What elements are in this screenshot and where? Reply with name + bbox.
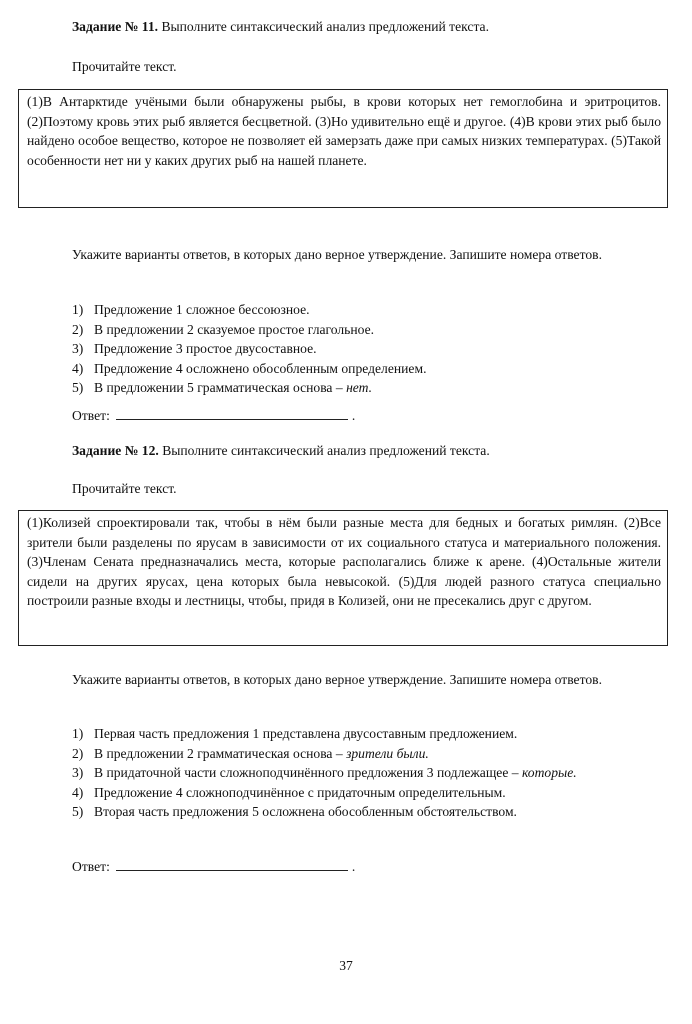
task-11-title-instruction: Выполните синтаксический анализ предложений текста.	[158, 19, 489, 34]
task-11-title-number: Задание № 11.	[72, 19, 159, 34]
page-number: 37	[339, 958, 353, 973]
task-11-answer	[72, 405, 355, 426]
task-11-title	[72, 17, 489, 37]
task-11-text-box	[18, 89, 668, 208]
task-11-read-label: Прочитайте текст.	[72, 59, 177, 74]
task-11-option: 2) В предложении 2 сказуемое простое глагольное.	[72, 321, 375, 337]
task-12-option: 2) В предложении 2 грамматическая основа – зрители были.	[72, 745, 429, 761]
task-11-answer-end: .	[351, 408, 356, 423]
task-12-answer-line[interactable]	[116, 856, 348, 871]
task-11-option: 1) Предложение 1 сложное бессоюзное.	[72, 302, 310, 317]
task-12-option: 4) Предложение 4 сложноподчинённое с придаточным определительным.	[72, 784, 506, 800]
task-12-text: (1)Колизей спроектировали так, чтобы в нём были разные места для бедных и богатых римлян. (2)Все зрители были разделены по ярусам в зависимости от их социального статуса и материального положения. (3)Членам Сената предназначались места, которые располагались ближе к арене. (4)Остальные жители сидели на других ярусах, цена которых была невысокой. (5)Для людей разного статуса специально построили разные входы и лестницы, чтобы, придя в Колизей, они не пресекались друг с другом.	[27, 515, 661, 608]
task-12-answer	[72, 856, 355, 877]
task-11-answer-label: Ответ:	[72, 408, 110, 423]
task-12-options	[72, 724, 577, 822]
task-12-title-instruction: Выполните синтаксический анализ предложений текста.	[158, 443, 490, 458]
task-12-text-box	[18, 510, 668, 646]
task-11-prompt: Укажите варианты ответов, в которых дано верное утверждение. Запишите номера ответов.	[72, 247, 602, 262]
task-12-option: 5) Вторая часть предложения 5 осложнена обособленным обстоятельством.	[72, 804, 517, 819]
task-12-answer-end: .	[351, 859, 356, 874]
task-12-option: 3) В придаточной части сложноподчинённого предложения 3 подлежащее – которые.	[72, 765, 577, 780]
task-12-option: 1) Первая часть предложения 1 представлена двусоставным предложением.	[72, 726, 518, 741]
task-11-options	[72, 300, 426, 398]
task-12-title-number: Задание № 12.	[72, 443, 159, 458]
task-11-text: (1)В Антарктиде учёными были обнаружены рыбы, в крови которых нет гемоглобина и эритроцитов. (2)Поэтому кровь этих рыб является бесцветной. (3)Но удивительно ещё и другое. (4)В крови этих рыб было найдено особое вещество, которое не позволяет ей замерзать даже при самых низких температурах. (5)Такой особенности нет ни у каких других рыб на нашей планете.	[27, 94, 661, 168]
task-12-title	[72, 441, 490, 461]
task-11-option: 3) Предложение 3 простое двусоставное.	[72, 341, 317, 356]
task-11-option: 5) В предложении 5 грамматическая основа – нет.	[72, 380, 373, 395]
task-12-prompt: Укажите варианты ответов, в которых дано верное утверждение. Запишите номера ответов.	[72, 672, 602, 687]
task-11-answer-line[interactable]	[116, 405, 348, 420]
task-11-option: 4) Предложение 4 осложнено обособленным определением.	[72, 360, 427, 376]
task-12-read-label: Прочитайте текст.	[72, 481, 177, 496]
task-12-answer-label: Ответ:	[72, 859, 110, 874]
